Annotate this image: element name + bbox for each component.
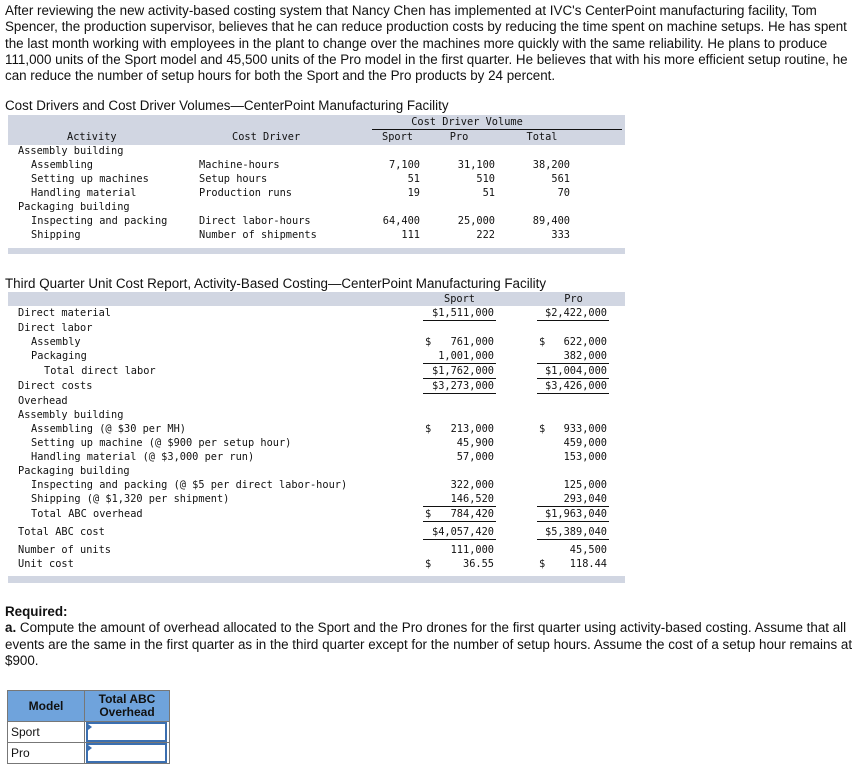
sport-value: 761,000 xyxy=(450,336,494,348)
column-header-sport: Sport xyxy=(444,293,475,305)
sport-value: 57,000 xyxy=(456,451,494,463)
sport-volume: 19 xyxy=(407,187,420,199)
pro-volume: 510 xyxy=(476,173,495,185)
row-label: Setting up machine (@ $900 per setup hour) xyxy=(31,437,292,449)
sport-volume: 64,400 xyxy=(382,215,420,227)
pro-value: $5,389,040 xyxy=(537,526,609,540)
pro-dollar-sign: $ xyxy=(539,336,546,348)
row-label: Inspecting and packing (@ $5 per direct labor-hour) xyxy=(31,479,348,491)
row-label: Number of units xyxy=(18,544,111,556)
row-label: Total ABC cost xyxy=(18,526,105,538)
sport-dollar-sign: $ xyxy=(425,558,432,570)
column-header: Pro xyxy=(449,131,469,143)
pro-value: 45,500 xyxy=(569,544,607,556)
row-label: Assembly building xyxy=(18,409,124,421)
activity-label: Inspecting and packing xyxy=(31,215,168,227)
total-volume: 561 xyxy=(551,173,570,185)
column-header: Activity xyxy=(67,131,117,143)
pro-volume: 25,000 xyxy=(457,215,495,227)
pro-value: 622,000 xyxy=(563,336,607,348)
model-header: Model xyxy=(8,691,85,722)
column-header: Total xyxy=(526,131,558,143)
activity-label: Shipping xyxy=(31,229,81,241)
row-label: Direct costs xyxy=(18,380,93,392)
model-label: Pro xyxy=(8,743,85,764)
row-label: Total ABC overhead xyxy=(31,508,143,520)
pro-value: $1,004,000 xyxy=(537,365,609,379)
footer-band xyxy=(8,248,625,254)
pro-dollar-sign: $ xyxy=(539,423,546,435)
answer-row-pro xyxy=(8,743,170,764)
pro-value: $1,963,040 xyxy=(537,508,609,522)
sport-dollar-sign: $ xyxy=(425,336,432,348)
row-label: Total direct labor xyxy=(44,365,156,377)
row-label: Direct labor xyxy=(18,322,93,334)
activity-label: Setting up machines xyxy=(31,173,149,185)
model-label: Sport xyxy=(8,722,85,743)
sport-value: 146,520 xyxy=(423,493,496,507)
pro-value: 153,000 xyxy=(563,451,607,463)
activity-label: Packaging building xyxy=(18,201,130,213)
cost-driver: Direct labor-hours xyxy=(199,215,311,227)
total-volume: 89,400 xyxy=(532,215,570,227)
row-label: Assembly xyxy=(31,336,81,348)
activity-label: Assembly building xyxy=(18,145,124,157)
sport-value: $1,511,000 xyxy=(423,307,496,321)
pro-value: 459,000 xyxy=(563,437,607,449)
sport-value: $4,057,420 xyxy=(423,526,496,540)
pro-value: 933,000 xyxy=(563,423,607,435)
part-a-label: a. xyxy=(5,620,17,636)
pro-value: 293,040 xyxy=(537,493,609,507)
total-volume: 333 xyxy=(551,229,570,241)
row-label: Unit cost xyxy=(18,558,74,570)
total-volume: 38,200 xyxy=(532,159,570,171)
part-a-text: Compute the amount of overhead allocated to the Sport and the Pro drones for the first quarter using activity-based costing. Assume that all events are the same in the first quarter as in the third quarter except for the number of setup hours. Assume the cost of a setup hour remains at $900. xyxy=(5,620,853,668)
row-label: Packaging building xyxy=(18,465,130,477)
sport-value: $1,762,000 xyxy=(423,365,496,379)
sport-dollar-sign: $ xyxy=(425,508,432,520)
pro-dollar-sign: $ xyxy=(539,558,546,570)
sport-dollar-sign: $ xyxy=(425,423,432,435)
header-band xyxy=(8,292,625,306)
required-section xyxy=(5,604,857,669)
table2-title: Third Quarter Unit Cost Report, Activity-Based Costing—CenterPoint Manufacturing Facility xyxy=(5,276,547,291)
sport-value: 1,001,000 xyxy=(423,350,496,364)
footer-band xyxy=(8,576,625,583)
pro-value: 382,000 xyxy=(537,350,609,364)
cost-driver: Number of shipments xyxy=(199,229,317,241)
row-label: Overhead xyxy=(18,395,68,407)
sport-volume: 111 xyxy=(401,229,420,241)
sport-value: $3,273,000 xyxy=(423,380,496,394)
pro-overhead-input[interactable] xyxy=(86,743,167,763)
pro-volume: 222 xyxy=(476,229,495,241)
activity-label: Handling material xyxy=(31,187,137,199)
row-label: Shipping (@ $1,320 per shipment) xyxy=(31,493,230,505)
group-header-rule xyxy=(372,129,622,130)
pro-volume: 31,100 xyxy=(457,159,495,171)
pro-value: $3,426,000 xyxy=(537,380,609,394)
activity-label: Assembling xyxy=(31,159,93,171)
pro-volume: 51 xyxy=(482,187,495,199)
answer-table xyxy=(7,690,170,764)
row-label: Assembling (@ $30 per MH) xyxy=(31,423,186,435)
column-header: Sport xyxy=(382,131,413,143)
sport-value: 36.55 xyxy=(463,558,494,570)
sport-value: 45,900 xyxy=(456,437,494,449)
required-heading: Required: xyxy=(5,604,68,619)
pro-value: 118.44 xyxy=(569,558,607,570)
row-label: Packaging xyxy=(31,350,87,362)
sport-volume: 51 xyxy=(407,173,420,185)
column-header-pro: Pro xyxy=(564,293,583,305)
sport-value: 111,000 xyxy=(450,544,494,556)
sport-overhead-input[interactable] xyxy=(86,722,167,742)
column-header: Cost Driver xyxy=(232,131,301,143)
table1-title: Cost Drivers and Cost Driver Volumes—CenterPoint Manufacturing Facility xyxy=(5,98,449,113)
answer-row-sport xyxy=(8,722,170,743)
sport-value: 213,000 xyxy=(450,423,494,435)
overhead-header: Total ABC Overhead xyxy=(85,691,170,722)
sport-volume: 7,100 xyxy=(389,159,420,171)
row-label: Handling material (@ $3,000 per run) xyxy=(31,451,255,463)
group-header: Cost Driver Volume xyxy=(411,116,523,128)
cost-driver: Machine-hours xyxy=(199,159,280,171)
pro-value: $2,422,000 xyxy=(537,307,609,321)
cost-driver: Production runs xyxy=(199,187,292,199)
cost-driver: Setup hours xyxy=(199,173,268,185)
row-label: Direct material xyxy=(18,307,111,319)
sport-value: 322,000 xyxy=(450,479,494,491)
intro-paragraph: After reviewing the new activity-based costing system that Nancy Chen has implemented at IVC's CenterPoint manufacturing facility, Tom Spencer, the production supervisor, believes that he can reduce production costs by reducing the time spent on machine setups. He has spent the last month working with employees in the plant to change over the machines more quickly with the same reliability. He plans to produce 111,000 units of the Sport model and 45,500 units of the Pro model in the first quarter. He believes that with his more efficient setup routine, he can reduce the number of setup hours for both the Sport and the Pro products by 24 percent. xyxy=(5,3,848,84)
total-volume: 70 xyxy=(557,187,570,199)
sport-value: 784,420 xyxy=(423,508,496,522)
pro-value: 125,000 xyxy=(563,479,607,491)
